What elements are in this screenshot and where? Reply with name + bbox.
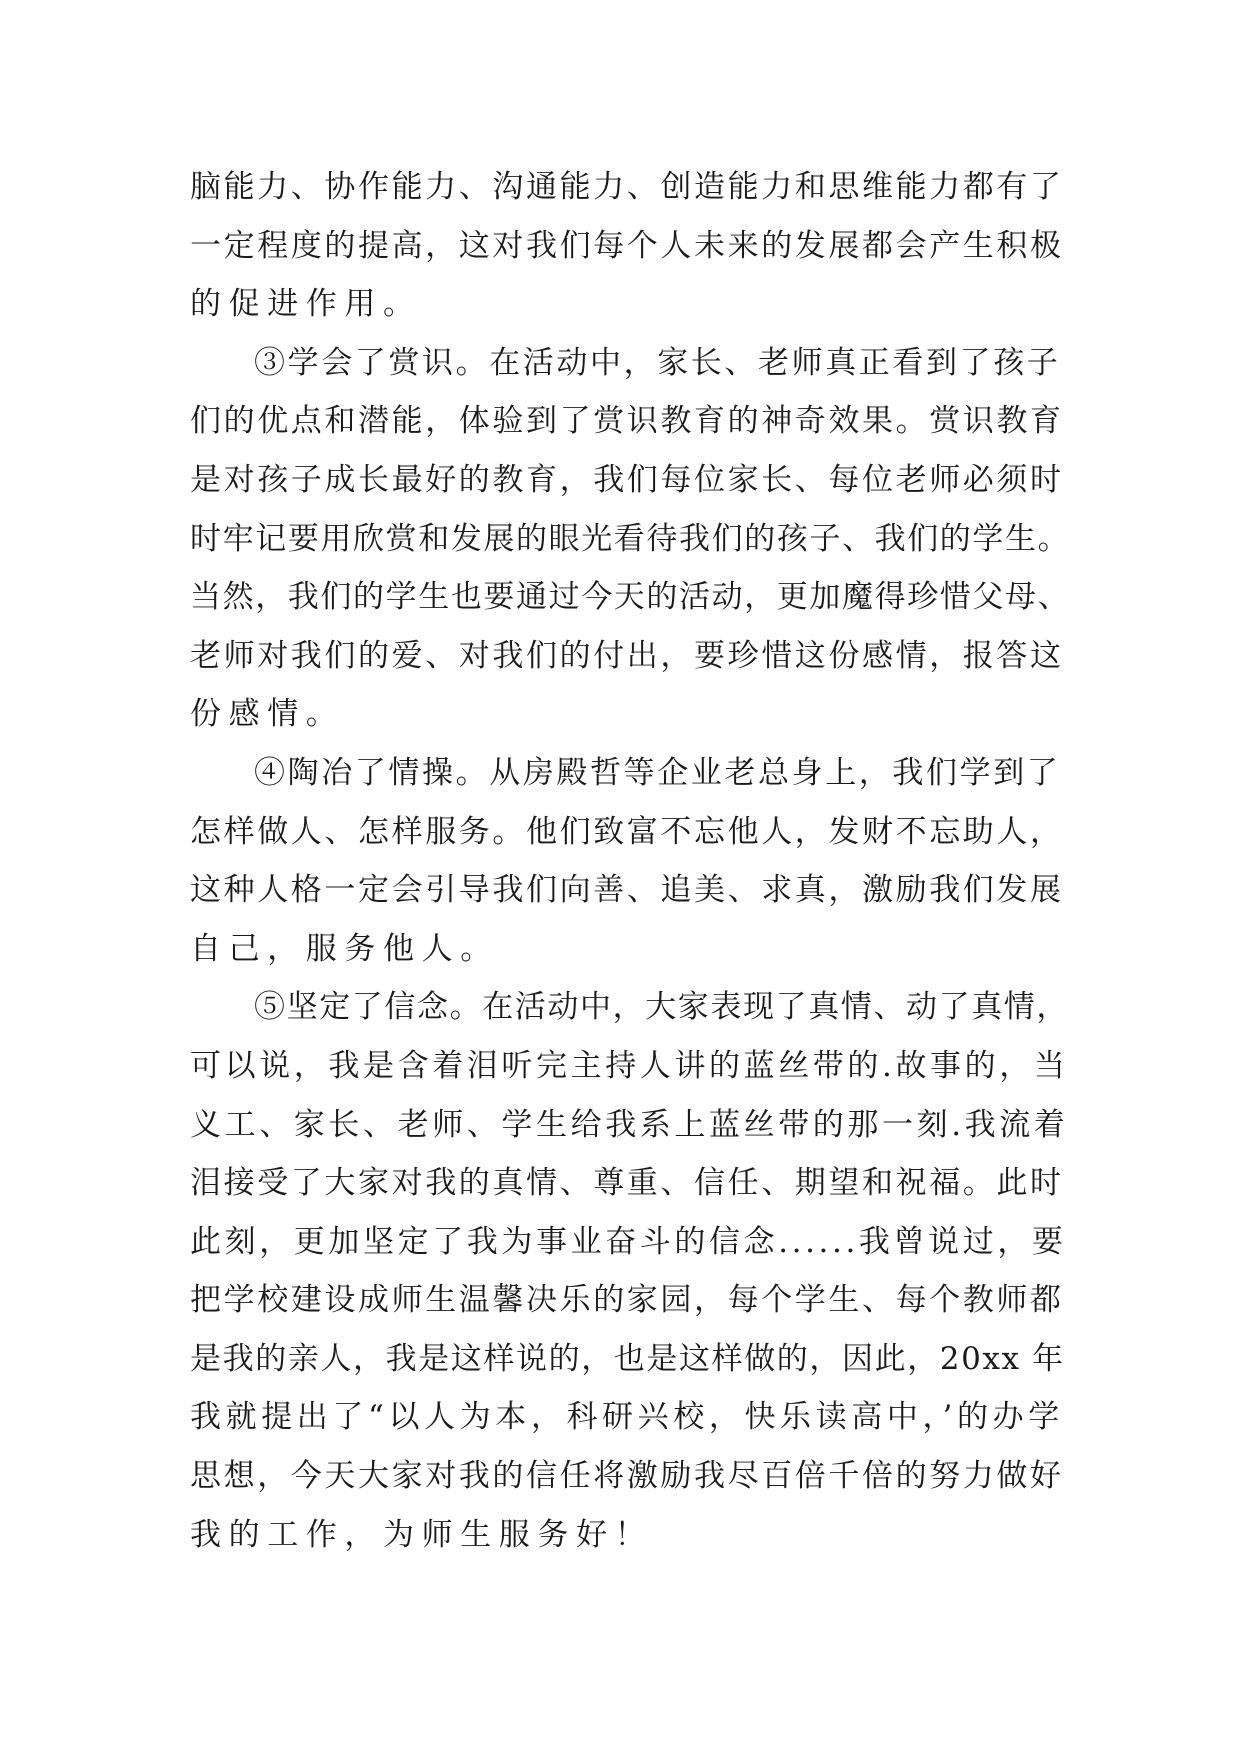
text-line: 可以说，我是含着泪听完主持人讲的蓝丝带的.故事的，当 bbox=[190, 1047, 1069, 1084]
text-line: 这种人格一定会引导我们向善、追美、求真，激励我们发展 bbox=[190, 872, 1064, 909]
text-line: 当然，我们的学生也要通过今天的活动，更加魔得珍惜父母、 bbox=[190, 579, 1071, 616]
text-line: 把学校建设成师生温馨决乐的家园，每个学生、每个教师都 bbox=[190, 1282, 1064, 1319]
paragraph-first-line: ③学会了赏识。在活动中，家长、老师真正看到了孩子 bbox=[254, 344, 1061, 381]
text-line: 脑能力、协作能力、沟通能力、创造能力和思维能力都有了 bbox=[190, 169, 1064, 205]
text-line: 我的工作，为师生服务好！ bbox=[190, 1516, 654, 1553]
text-line: 泪接受了大家对我的真情、尊重、信任、期望和祝福。此时 bbox=[190, 1165, 1064, 1202]
text-line: 一定程度的提高，这对我们每个人未来的发展都会产生积极 bbox=[190, 227, 1064, 264]
text-line: 义工、家长、老师、学生给我系上蓝丝带的那一刻.我流着 bbox=[190, 1106, 1069, 1143]
paragraph-first-line: ④陶冶了情操。从房殿哲等企业老总身上，我们学到了 bbox=[254, 754, 1061, 791]
text-line: 思想，今天大家对我的信任将激励我尽百倍千倍的努力做好 bbox=[190, 1458, 1064, 1495]
text-line: 自己，服务他人。 bbox=[190, 930, 499, 967]
text-line: 此刻，更加坚定了我为事业奋斗的信念......我曾说过，要 bbox=[190, 1223, 1067, 1260]
text-line: 是对孩子成长最好的教育，我们每位家长、每位老师必须时 bbox=[190, 461, 1064, 498]
text-line: 我就提出了“以人为本，科研兴校，快乐读高中，’的办学 bbox=[190, 1399, 1064, 1436]
text-line: 们的优点和潜能，体验到了赏识教育的神奇效果。赏识教育 bbox=[190, 403, 1064, 440]
text-line: 份感情。 bbox=[190, 696, 345, 733]
text-line: 的促进作用。 bbox=[190, 286, 422, 323]
text-line: 时牢记要用欣赏和发展的眼光看待我们的孩子、我们的学生。 bbox=[190, 520, 1071, 557]
text-line: 是我的亲人，我是这样说的，也是这样做的，因此，20xx 年 bbox=[190, 1340, 1065, 1377]
paragraph-first-line: ⑤坚定了信念。在活动中，大家表现了真情、动了真情， bbox=[254, 989, 1069, 1026]
text-line: 怎样做人、怎样服务。他们致富不忘他人，发财不忘助人， bbox=[190, 813, 1064, 850]
document-body bbox=[190, 158, 1070, 1564]
text-line: 老师对我们的爱、对我们的付出，要珍惜这份感情，报答这 bbox=[190, 637, 1064, 674]
